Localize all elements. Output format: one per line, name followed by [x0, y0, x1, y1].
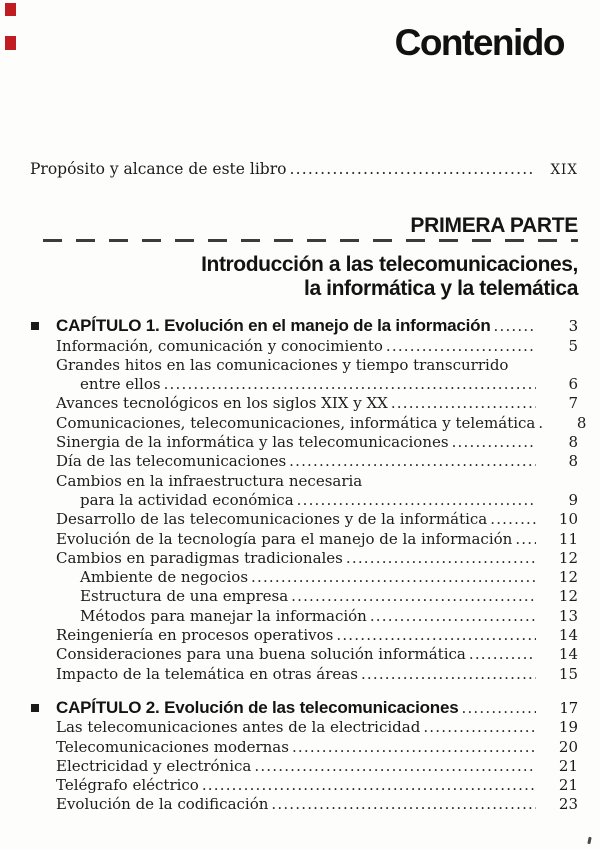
toc-entry-page: 6: [568, 375, 578, 394]
toc-entry-label: CAPÍTULO 1. Evolución en el manejo de la información: [56, 316, 491, 336]
toc-entry-page: 17: [559, 698, 578, 717]
toc-entry: [56, 433, 578, 452]
toc-entry: [80, 587, 578, 606]
dashed-rule: [43, 239, 578, 242]
toc-entry: [56, 356, 578, 375]
page-title: Contenido: [394, 22, 564, 63]
toc-entry-page: 13: [558, 606, 578, 625]
toc-entry: [30, 316, 578, 336]
toc-entry: [56, 776, 578, 795]
toc-entry-label: Evolución de la codificación: [56, 795, 269, 814]
toc-entry-page: 14: [558, 626, 578, 645]
dot-leader: [370, 607, 536, 626]
dot-leader: [289, 160, 536, 179]
toc-entry-page: 23: [558, 795, 578, 814]
toc-entry: [56, 530, 578, 549]
toc-entry-label: Día de las telecomunicaciones: [56, 452, 287, 471]
dot-leader: [490, 510, 536, 529]
toc-entry-label: Avances tecnológicos en los siglos XIX y XX: [56, 394, 388, 413]
toc-entry: [56, 757, 578, 776]
toc-entry-page: 12: [558, 587, 578, 606]
toc-entry-page: 12: [558, 548, 578, 567]
dot-leader: [202, 776, 536, 795]
toc-entry: [56, 718, 578, 737]
toc-entry-page: 8: [568, 433, 578, 452]
toc-entry-page: 8: [576, 413, 587, 432]
toc-entry-label: Estructura de una empresa: [80, 587, 289, 606]
toc-entry-label: Ambiente de negocios: [80, 568, 249, 587]
toc-entry-label: Propósito y alcance de este libro: [30, 160, 287, 178]
dot-leader: [251, 568, 536, 587]
red-scan-mark: [5, 3, 16, 16]
toc-entry-page: 14: [558, 645, 578, 664]
toc-entry-page: 21: [558, 756, 578, 775]
toc-entry: [80, 568, 578, 587]
toc-entry: [56, 413, 587, 433]
toc-entry: [56, 665, 578, 684]
toc-entry-page: 7: [568, 394, 578, 413]
toc-entry-page: 20: [558, 737, 578, 756]
red-scan-mark: [5, 36, 16, 50]
part-title: [30, 253, 578, 300]
dot-leader: [452, 433, 536, 452]
toc-entry-label: Información, comunicación y conocimiento: [56, 336, 383, 355]
dot-leader: [271, 795, 536, 814]
dot-leader: [289, 452, 536, 471]
toc-entry-page: 9: [568, 490, 578, 509]
dot-leader: [386, 337, 536, 356]
toc-entry-label: Cambios en la infraestructura necesaria: [56, 471, 363, 490]
toc-entry-label: CAPÍTULO 2. Evolución de las telecomunicaciones: [56, 697, 459, 717]
dot-leader: [515, 530, 536, 549]
toc-entry-page: 21: [558, 776, 578, 795]
dot-leader: [336, 626, 536, 645]
bullet-square-icon: [31, 704, 39, 712]
toc-entry-page: 11: [558, 529, 578, 548]
toc-entry-label: Electricidad y electrónica: [56, 756, 252, 775]
dot-leader: [297, 491, 536, 510]
toc-entry-label: Comunicaciones, telecomunicaciones, informática y telemática: [56, 413, 536, 432]
dot-leader: [254, 757, 536, 776]
dot-leader: [494, 317, 536, 336]
dot-leader: [164, 375, 536, 394]
toc-entry: [56, 738, 578, 757]
toc-entry-page: 12: [558, 568, 578, 587]
part-title-line1: Introducción a las telecomunicaciones,: [201, 253, 578, 277]
toc-entry-page: 19: [558, 718, 578, 737]
toc-entry: [56, 472, 578, 491]
toc-entry-label: Desarrollo de las telecomunicaciones y de la informática: [56, 510, 488, 529]
toc-entry-label: Las telecomunicaciones antes de la electricidad: [56, 718, 421, 737]
toc-entry-label: para la actividad económica: [80, 490, 294, 509]
toc-entry: [80, 375, 578, 394]
dot-leader: [538, 414, 544, 433]
toc-entry-label: Reingeniería en procesos operativos: [56, 626, 334, 645]
toc-entry-page: XIX: [550, 162, 578, 178]
toc-entry-page: 5: [568, 336, 578, 355]
dot-leader: [469, 645, 536, 664]
toc-entry: [80, 491, 578, 510]
dot-leader: [346, 549, 536, 568]
toc-entry: [56, 626, 578, 645]
dot-leader: [391, 394, 536, 413]
toc-entry: [80, 607, 578, 626]
toc-entry: [56, 795, 578, 814]
dot-leader: [291, 587, 536, 606]
toc-entry-page: 15: [558, 664, 578, 683]
contents-body: [30, 160, 587, 815]
toc-entry-page: 10: [558, 510, 578, 529]
scan-artifact: [587, 837, 591, 844]
toc-entry: [56, 510, 578, 529]
toc-entry-label: entre ellos: [80, 375, 161, 394]
toc-entry-label: Telecomunicaciones modernas: [56, 737, 289, 756]
toc-entry-page: 8: [568, 452, 578, 471]
front-matter-entry: [30, 160, 578, 180]
toc-entry: [56, 549, 578, 568]
toc-entry-label: Cambios en paradigmas tradicionales: [56, 548, 343, 567]
toc-entry-label: Grandes hitos en las comunicaciones y tiempo transcurrido: [56, 355, 509, 374]
toc-entry: [56, 394, 578, 413]
toc-entry-label: Métodos para manejar la información: [80, 606, 367, 625]
part-title-line2: la informática y la telemática: [304, 276, 578, 300]
bullet-square-icon: [31, 322, 39, 330]
toc-entry-page: 3: [568, 317, 578, 336]
dot-leader: [462, 699, 537, 718]
toc-entry: [56, 337, 578, 356]
dot-leader: [423, 718, 536, 737]
toc-entry-label: Telégrafo eléctrico: [56, 776, 199, 795]
toc-entry-label: Consideraciones para una buena solución informática: [56, 645, 466, 664]
toc-entry: [56, 452, 578, 471]
toc-entry-label: Sinergia de la informática y las telecomunicaciones: [56, 433, 449, 452]
dot-leader: [361, 665, 536, 684]
toc-entry: [30, 698, 578, 718]
part-divider: [30, 214, 578, 244]
dot-leader: [292, 738, 536, 757]
toc-entry-label: Evolución de la tecnología para el manejo de la información: [56, 529, 513, 548]
toc-entry: [56, 645, 578, 664]
toc-entry-label: Impacto de la telemática en otras áreas: [56, 664, 358, 683]
toc-list: [30, 316, 587, 814]
part-kicker: PRIMERA PARTE: [410, 214, 578, 238]
